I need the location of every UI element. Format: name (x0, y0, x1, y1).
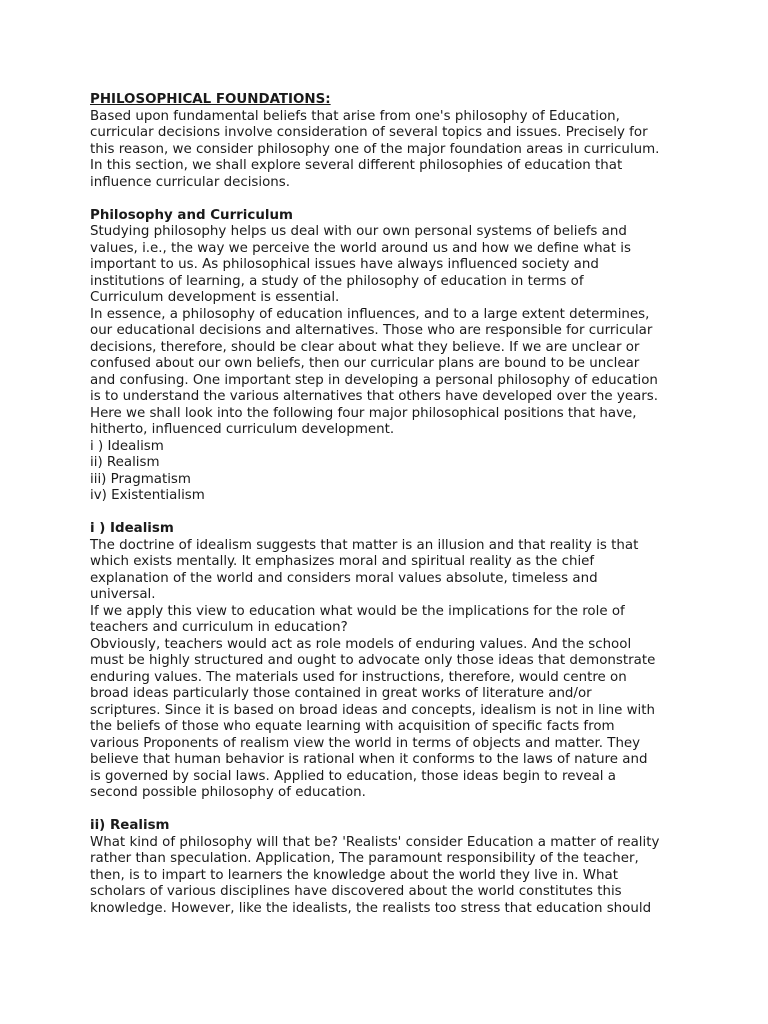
text-line: hitherto, influenced curriculum development. (90, 422, 395, 437)
text-line: rather than speculation. Application, The paramount responsibility of the teacher, (90, 851, 639, 866)
spacer (90, 505, 690, 522)
text-line: explanation of the world and considers moral values absolute, timeless and (90, 570, 598, 586)
text-line: this reason, we consider philosophy one of the major foundation areas in curriculum. (90, 141, 660, 157)
text-line: Obviously, teachers would act as role models of enduring values. And the school (90, 636, 632, 652)
list-item-realism: ii) Realism (90, 455, 160, 470)
text-line: institutions of learning, a study of the philosophy of education in terms of (90, 273, 584, 289)
text-line: In this section, we shall explore several different philosophies of education that (90, 158, 623, 173)
text-line: important to us. As philosophical issues have always influenced society and (90, 257, 599, 272)
spacer (90, 802, 690, 819)
list-item-pragmatism: iii) Pragmatism (90, 471, 191, 487)
text-line: is governed by social laws. Applied to education, those ideas begin to reveal a (90, 768, 616, 784)
text-line: then, is to impart to learners the knowledge about the world they live in. What (90, 867, 618, 883)
text-line: Here we shall look into the following four major philosophical positions that have, (90, 405, 637, 421)
text-line: scholars of various disciplines have discovered about the world constitutes this (90, 884, 622, 899)
text-line: believe that human behavior is rational when it conforms to the laws of nature and (90, 752, 648, 767)
text-line: curricular decisions involve consideration of several topics and issues. Precisely for (90, 125, 648, 140)
text-line: The doctrine of idealism suggests that matter is an illusion and that reality is that (90, 537, 639, 553)
text-line: Studying philosophy helps us deal with our own personal systems of beliefs and (90, 224, 627, 239)
section-heading-idealism: i ) Idealism (90, 521, 174, 536)
text-line: influence curricular decisions. (90, 174, 291, 190)
text-line: which exists mentally. It emphasizes moral and spiritual reality as the chief (90, 554, 595, 569)
document-page (90, 92, 690, 917)
text-line: confused about our own beliefs, then our curricular plans are bound to be unclear (90, 356, 640, 371)
text-line: In essence, a philosophy of education influences, and to a large extent determines, (90, 306, 650, 322)
text-line: Based upon fundamental beliefs that arise from one's philosophy of Education, (90, 108, 620, 124)
list-item-existentialism: iv) Existentialism (90, 488, 205, 503)
text-line: broad ideas particularly those contained in great works of literature and/or (90, 686, 592, 701)
section-body-realism (90, 835, 690, 918)
spacer (90, 191, 690, 208)
text-line: If we apply this view to education what would be the implications for the role of (90, 603, 625, 619)
text-line: teachers and curriculum in education? (90, 620, 348, 635)
section-body-philosophy-and-curriculum (90, 224, 690, 505)
text-line: enduring values. The materials used for instructions, therefore, would centre on (90, 669, 627, 685)
document-title: PHILOSOPHICAL FOUNDATIONS: (90, 92, 331, 107)
text-line: is to understand the various alternatives that others have developed over the years. (90, 389, 659, 404)
intro-paragraph (90, 109, 690, 192)
section-body-idealism (90, 538, 690, 802)
text-line: scriptures. Since it is based on broad ideas and concepts, idealism is not in line with (90, 702, 656, 718)
section-heading-realism: ii) Realism (90, 818, 170, 833)
text-line: What kind of philosophy will that be? 'Realists' consider Education a matter of reality (90, 834, 660, 850)
text-line: our educational decisions and alternatives. Those who are responsible for curricular (90, 323, 653, 338)
text-line: knowledge. However, like the idealists, the realists too stress that education should (90, 900, 652, 916)
list-item-idealism: i ) Idealism (90, 438, 164, 454)
text-line: decisions, therefore, should be clear about what they believe. If we are unclear or (90, 339, 640, 355)
text-line: universal. (90, 587, 156, 602)
text-line: must be highly structured and ought to advocate only those ideas that demonstrate (90, 653, 656, 668)
text-line: second possible philosophy of education. (90, 785, 366, 800)
text-line: and confusing. One important step in developing a personal philosophy of education (90, 372, 658, 388)
text-line: various Proponents of realism view the world in terms of objects and matter. They (90, 735, 641, 751)
section-heading-philosophy-and-curriculum: Philosophy and Curriculum (90, 207, 293, 223)
text-line: values, i.e., the way we perceive the world around us and how we define what is (90, 240, 631, 256)
text-line: the beliefs of those who equate learning with acquisition of specific facts from (90, 719, 615, 734)
text-line: Curriculum development is essential. (90, 290, 340, 305)
